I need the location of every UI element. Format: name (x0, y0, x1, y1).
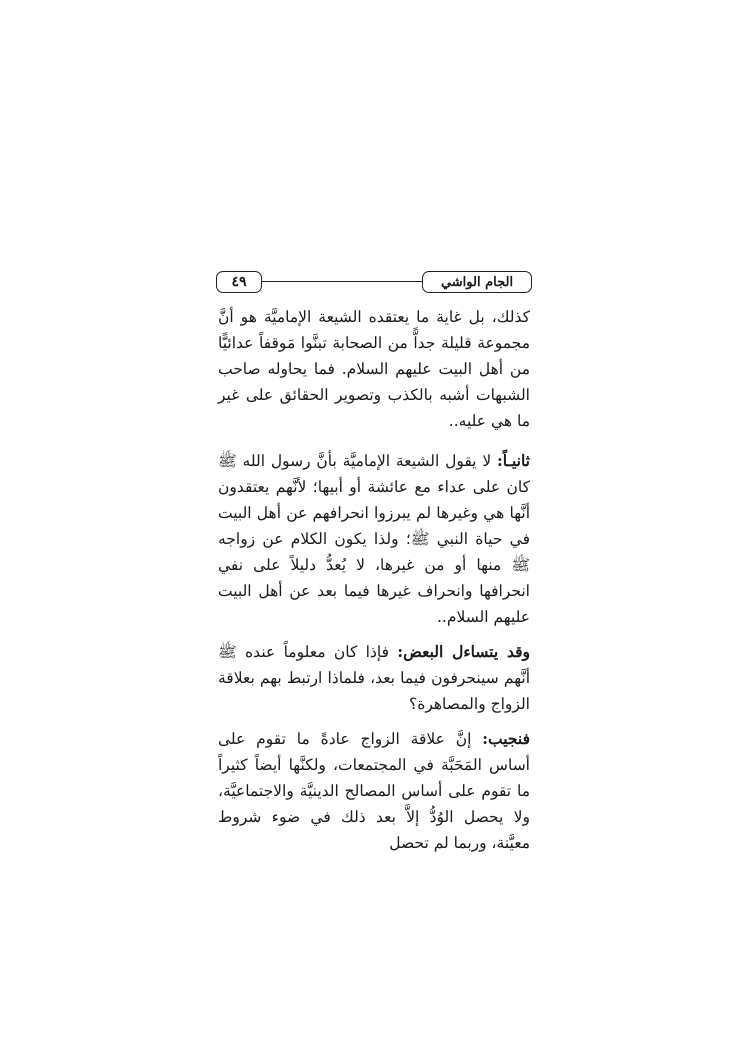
paragraph-lead: وقد يتساءل البعض: (397, 642, 531, 661)
paragraph-lead: ثانيـاً: (496, 451, 530, 470)
paragraph-1 (218, 304, 530, 434)
paragraph-3 (218, 639, 530, 717)
header-rule (262, 281, 422, 282)
paragraph-lead: فنجيب: (482, 729, 530, 748)
page-number: ٤٩ (216, 271, 262, 293)
page-header (216, 271, 532, 293)
body-text (218, 304, 530, 865)
running-title: الجام الواشي (422, 271, 532, 293)
paragraph-text: كذلك، بل غاية ما يعتقده الشيعة الإماميَّة هو أنَّ مجموعة قليلة جداًّ من الصحابة تبنَّوا مَوقفاً عدائيًّا من أهل البيت عليهم السلام. فما يحاوله صاحب الشبهات أشبه بالكذب وتصوير الحقائق على غير ما هي عليه.. (218, 308, 530, 430)
paragraph-4 (218, 726, 530, 856)
paragraph-2 (218, 448, 530, 630)
paragraph-text: فإذا كان معلوماً عنده ﷺ أنَّهم سينحرفون فيما بعد، فلماذا ارتبط بهم بعلاقة الزواج والمصاهرة؟ (218, 643, 530, 713)
paragraph-text: لا يقول الشيعة الإماميَّة بأنَّ رسول الله ﷺ كان على عداء مع عائشة أو أبيها؛ لأنَّهم يعتقدون أنَّها هي وغيرها لم يبرزوا انحرافهم عن أهل البيت في حياة النبي ﷺ؛ ولذا يكون الكلام عن زواجه ﷺ منها أو من غيرها، لا يُعدُّ دليلاً على نفي انحرافها وانحراف غيرها فيما بعد عن أهل البيت عليهم السلام.. (218, 452, 530, 626)
paragraph-text: إنَّ علاقة الزواج عادةً ما تقوم على أساس المَحَبَّة في المجتمعات، ولكنَّها أيضاً كثيراً ما تقوم على أساس المصالح الدينيَّة والاجتماعيَّة، ولا يحصل الوُدُّ إلاَّ بعد ذلك في ضوء شروط معيَّنة، وربما لم تحصل (218, 730, 530, 852)
